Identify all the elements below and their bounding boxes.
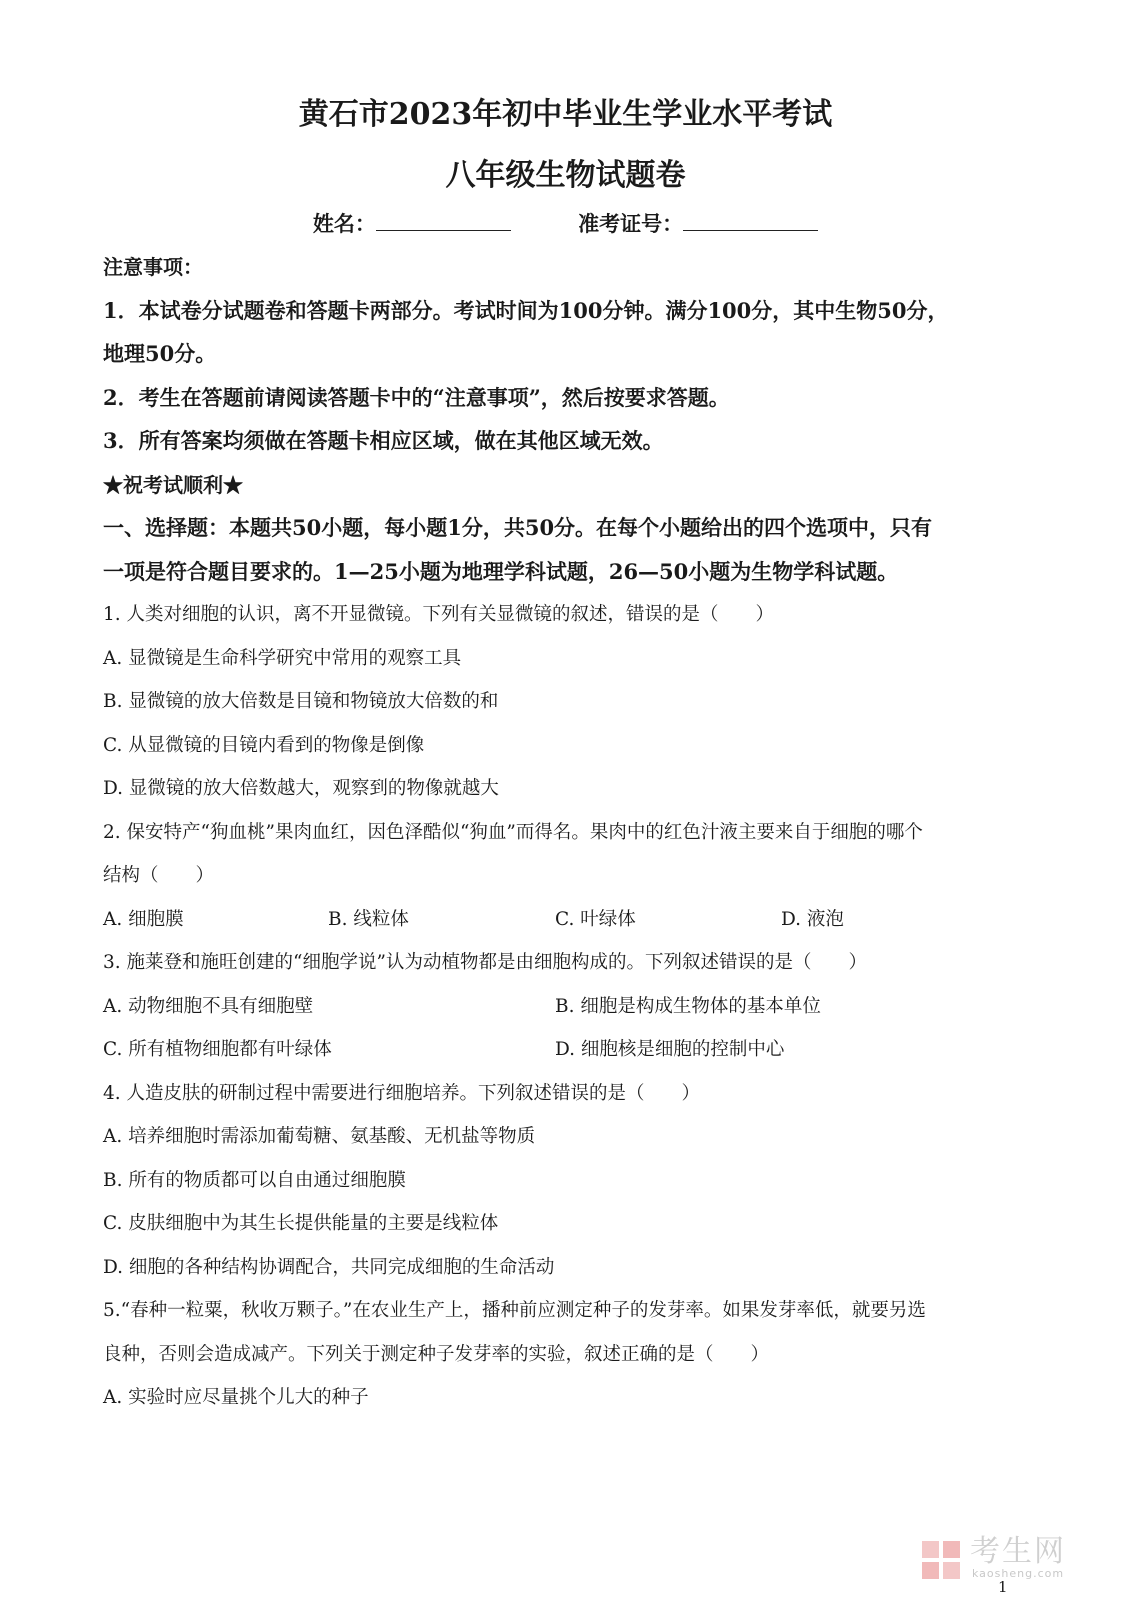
question-1-option-a: A. 显微镜是生命科学研究中常用的观察工具	[103, 648, 462, 669]
question-2-stem-cont: 结构（ ）	[103, 865, 215, 886]
question-1-option-c: C. 从显微镜的目镜内看到的物像是倒像	[103, 735, 425, 756]
notice-item-2: 2．考生在答题前请阅读答题卡中的“注意事项”，然后按要求答题。	[103, 385, 730, 410]
notice-item-1-cont: 地理50分。	[103, 341, 217, 366]
question-2-stem: 2. 保安特产“狗血桃”果肉血红，因色泽酷似“狗血”而得名。果肉中的红色汁液主要来自于细胞的哪个	[103, 822, 923, 843]
notice-item-3: 3．所有答案均须做在答题卡相应区域，做在其他区域无效。	[103, 428, 664, 453]
question-4-option-a: A. 培养细胞时需添加葡萄糖、氨基酸、无机盐等物质	[103, 1126, 536, 1147]
question-4-option-c: C. 皮肤细胞中为其生长提供能量的主要是线粒体	[103, 1213, 499, 1234]
page-number: 1	[998, 1578, 1008, 1596]
notice-item-1: 1．本试卷分试题卷和答题卡两部分。考试时间为100分钟。满分100分，其中生物50分，	[103, 298, 949, 323]
question-3-stem: 3. 施莱登和施旺创建的“细胞学说”认为动植物都是由细胞构成的。下列叙述错误的是（ ）	[103, 952, 867, 973]
section-1-intro-cont: 一项是符合题目要求的。1—25小题为地理学科试题，26—50小题为生物学科试题。	[103, 559, 899, 584]
question-5-stem-cont: 良种，否则会造成减产。下列关于测定种子发芽率的实验，叙述正确的是（ ）	[103, 1344, 770, 1365]
candidate-info	[0, 208, 1131, 240]
question-2-option-b: B. 线粒体	[328, 909, 409, 930]
watermark-url: kaosheng.com	[972, 1567, 1065, 1580]
watermark-text: 考生网	[970, 1534, 1066, 1569]
exam-title: 黄石市2023年初中毕业生学业水平考试	[298, 97, 833, 132]
watermark-icon	[920, 1539, 962, 1581]
question-2-option-a: A. 细胞膜	[103, 909, 184, 930]
question-2-option-d: D. 液泡	[781, 909, 844, 930]
name-blank	[376, 208, 511, 231]
question-5-option-a: A. 实验时应尽量挑个儿大的种子	[103, 1387, 369, 1408]
question-3-option-a: A. 动物细胞不具有细胞壁	[103, 996, 314, 1017]
question-5-stem: 5.“春种一粒粟，秋收万颗子。”在农业生产上，播种前应测定种子的发芽率。如果发芽率低，就要另选	[103, 1300, 926, 1321]
question-1-option-b: B. 显微镜的放大倍数是目镜和物镜放大倍数的和	[103, 691, 499, 712]
exam-number-label: 准考证号：	[578, 211, 684, 236]
question-3-option-b: B. 细胞是构成生物体的基本单位	[555, 996, 821, 1017]
name-label: 姓名：	[312, 211, 376, 236]
section-1-intro: 一、选择题：本题共50小题，每小题1分，共50分。在每个小题给出的四个选项中，只有	[103, 515, 933, 540]
question-2-option-c: C. 叶绿体	[555, 909, 636, 930]
question-3-option-d: D. 细胞核是细胞的控制中心	[555, 1039, 785, 1060]
exam-subtitle: 八年级生物试题卷	[445, 158, 686, 193]
question-4-option-d: D. 细胞的各种结构协调配合，共同完成细胞的生命活动	[103, 1257, 555, 1278]
question-4-option-b: B. 所有的物质都可以自由通过细胞膜	[103, 1170, 406, 1191]
question-1-stem: 1. 人类对细胞的认识，离不开显微镜。下列有关显微镜的叙述，错误的是（ ）	[103, 604, 775, 625]
question-3-option-c: C. 所有植物细胞都有叶绿体	[103, 1039, 332, 1060]
notice-heading: 注意事项：	[103, 255, 203, 279]
question-1-option-d: D. 显微镜的放大倍数越大，观察到的物像就越大	[103, 778, 499, 799]
question-4-stem: 4. 人造皮肤的研制过程中需要进行细胞培养。下列叙述错误的是（ ）	[103, 1083, 701, 1104]
good-luck: ★祝考试顺利★	[103, 473, 243, 497]
exam-number-blank	[683, 208, 818, 231]
